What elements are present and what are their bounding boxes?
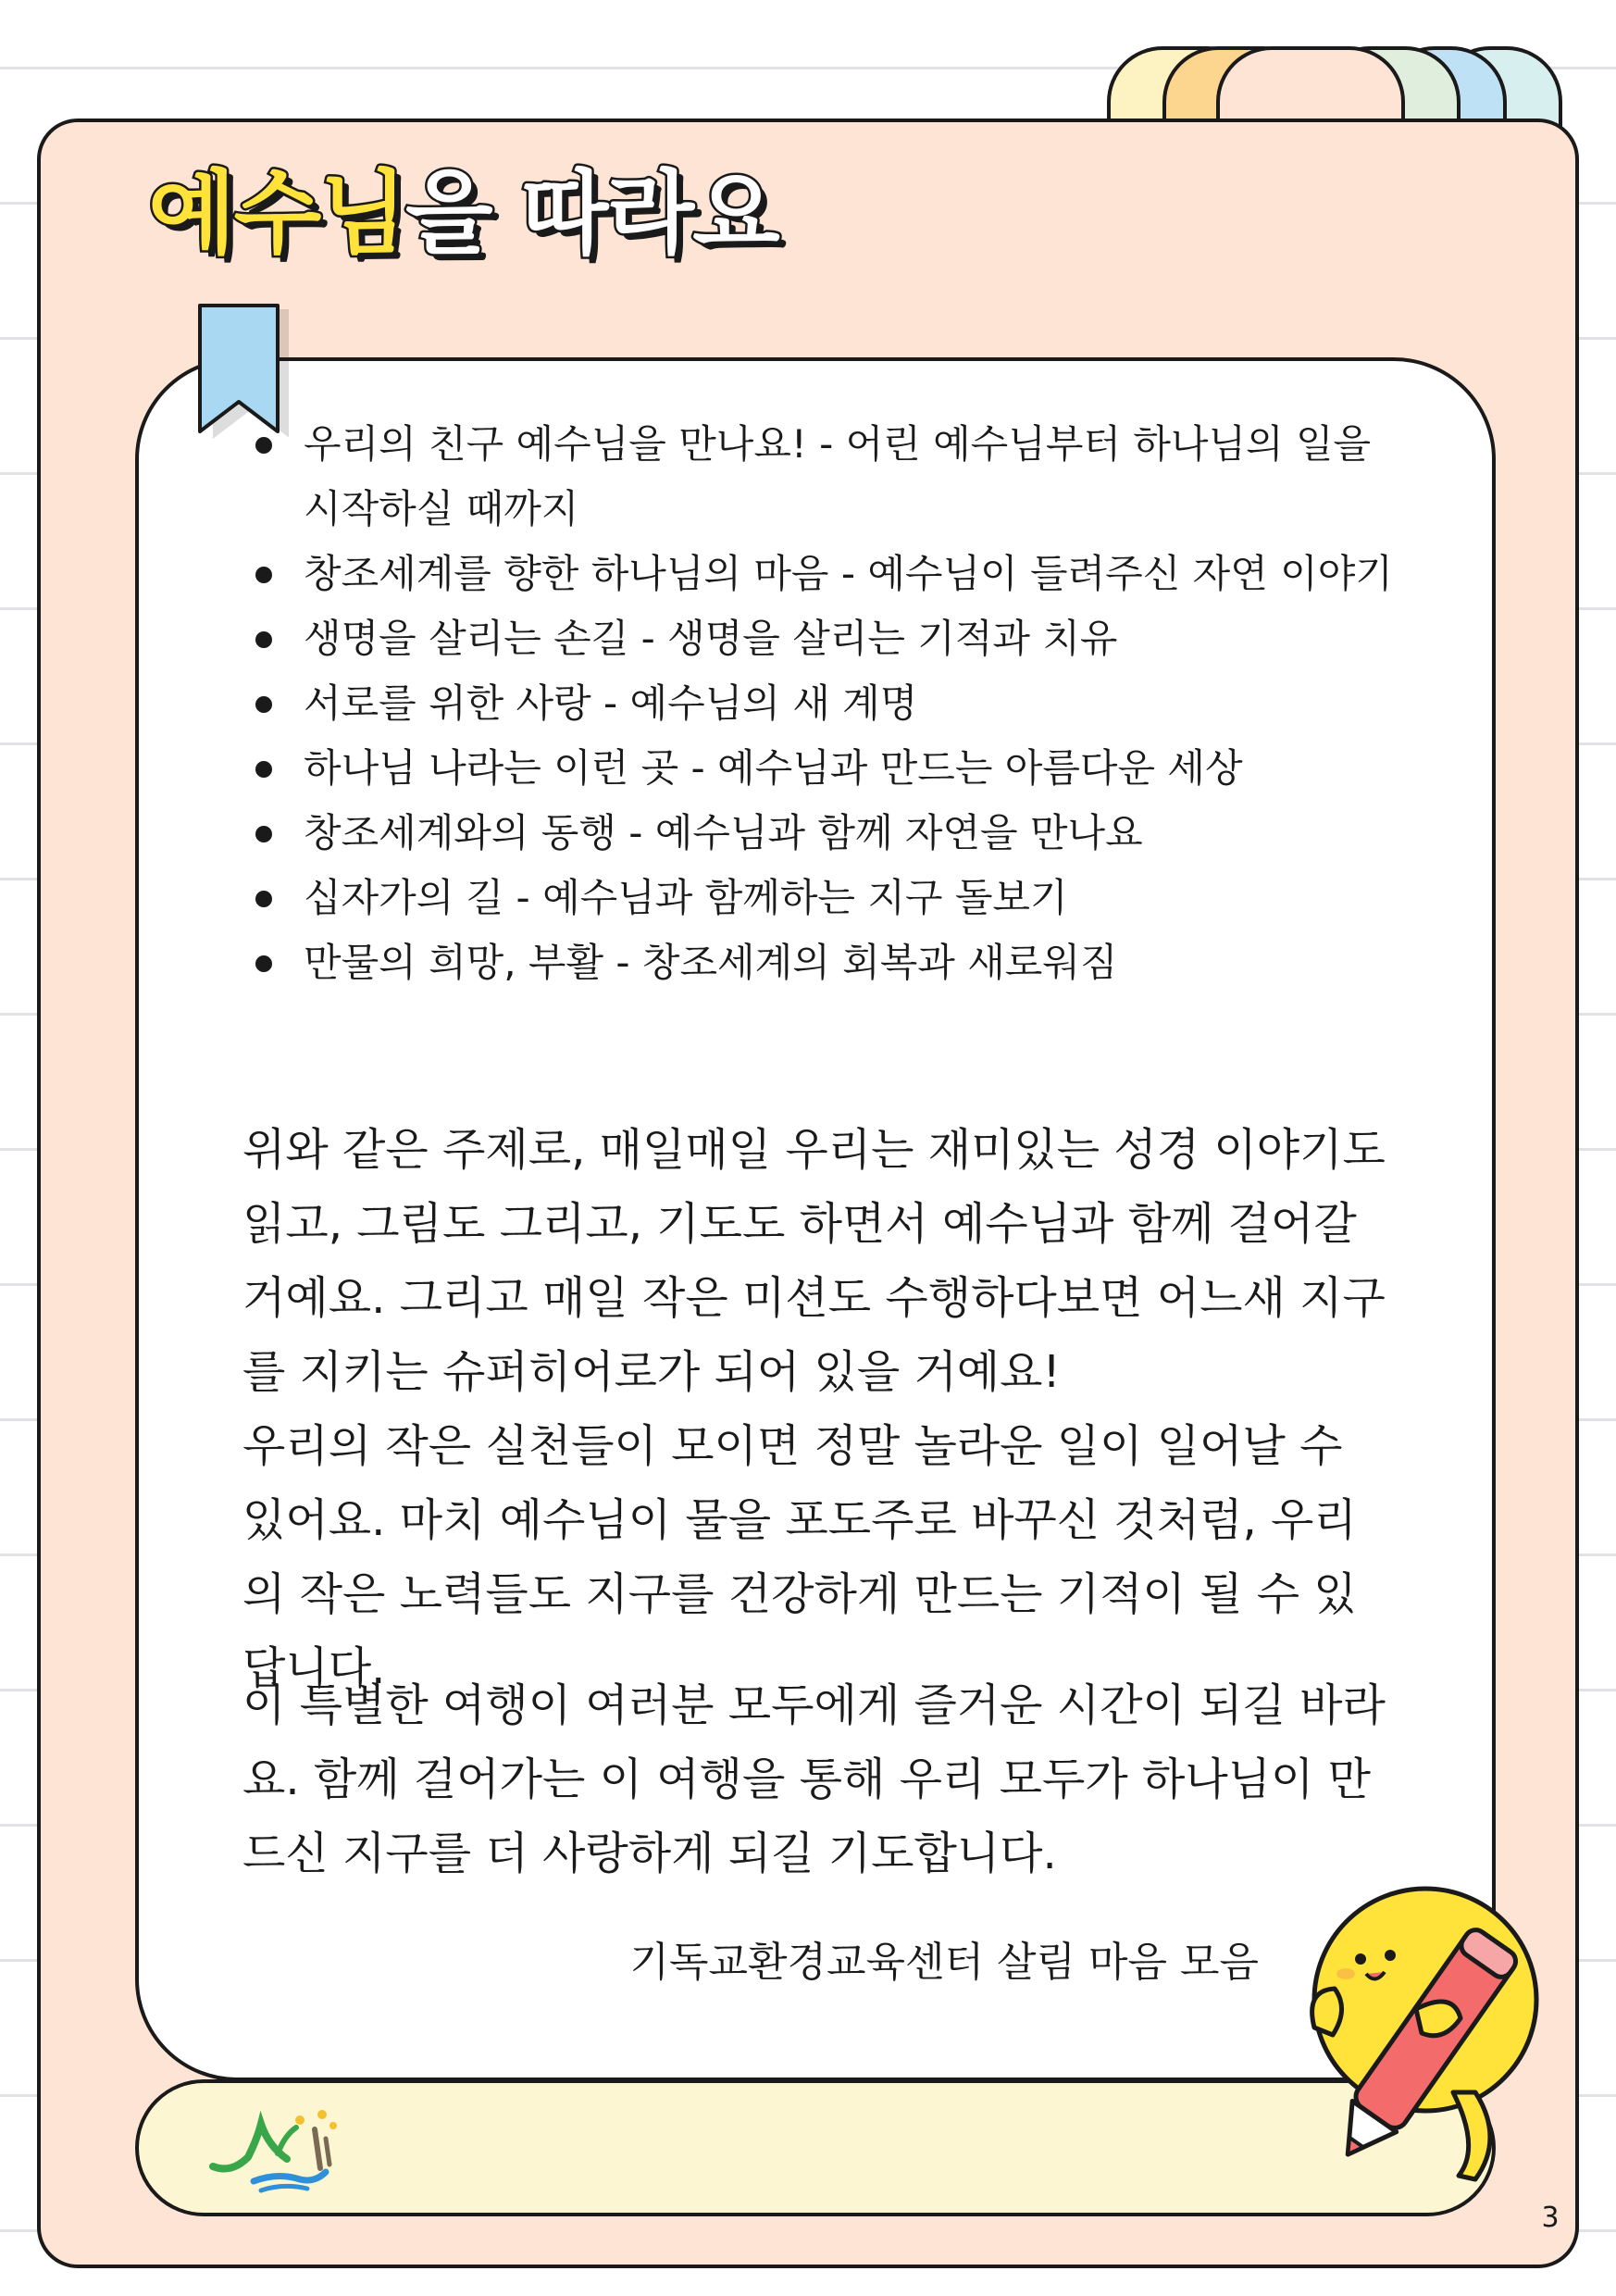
- title-highlight: 예수님: [148, 161, 406, 267]
- list-item: 생명을 살리는 손길 - 생명을 살리는 기적과 치유: [239, 606, 1396, 671]
- page-number: 3: [1541, 2202, 1560, 2234]
- list-item: 십자가의 길 - 예수님과 함께하는 지구 돌보기: [239, 866, 1396, 930]
- list-item: 창조세계를 향한 하나님의 마음 - 예수님이 들려주신 자연 이야기: [239, 542, 1396, 606]
- list-item: 창조세계와의 동행 - 예수님과 함께 자연을 만나요: [239, 801, 1396, 866]
- body-paragraph: 위와 같은 주제로, 매일매일 우리는 재미있는 성경 이야기도 읽고, 그림도 그리고, 기도도 하면서 예수님과 함께 걸어갈 거예요. 그리고 매일 작은 미션도 수행하다보면 어느새 지구를 지키는 슈퍼히어로가 되어 있을 거예요!: [242, 1124, 1386, 1398]
- body-paragraph: 우리의 작은 실천들이 모이면 정말 놀라운 일이 일어날 수 있어요. 마치 예수님이 물을 포도주로 바꾸신 것처럼, 우리의 작은 노력들도 지구를 건강하게 만드는 기적이 될 수 있답니다.: [242, 1420, 1357, 1694]
- list-item: 하나님 나라는 이런 곳 - 예수님과 만드는 아름다운 세상: [239, 736, 1396, 801]
- salim-logo: [204, 2102, 352, 2194]
- topic-list: [239, 412, 1396, 995]
- page-title: [148, 161, 778, 267]
- list-item: 우리의 친구 예수님을 만나요! - 어린 예수님부터 하나님의 일을 시작하실 때까지: [239, 412, 1396, 542]
- signature: 기독교환경교육센터 살림 마음 모음: [629, 1939, 1259, 1986]
- list-item: 서로를 위한 사랑 - 예수님의 새 계명: [239, 671, 1396, 736]
- yellow-mascot-with-crayon-icon: [1277, 1870, 1555, 2185]
- title-rest: 을 따라요: [405, 161, 778, 267]
- list-item: 만물의 희망, 부활 - 창조세계의 회복과 새로워짐: [239, 930, 1396, 995]
- body-paragraph: 이 특별한 여행이 여러분 모두에게 즐거운 시간이 되길 바라요. 함께 걸어가는 이 여행을 통해 우리 모두가 하나님이 만드신 지구를 더 사랑하게 되길 기도합니다.: [242, 1679, 1386, 1879]
